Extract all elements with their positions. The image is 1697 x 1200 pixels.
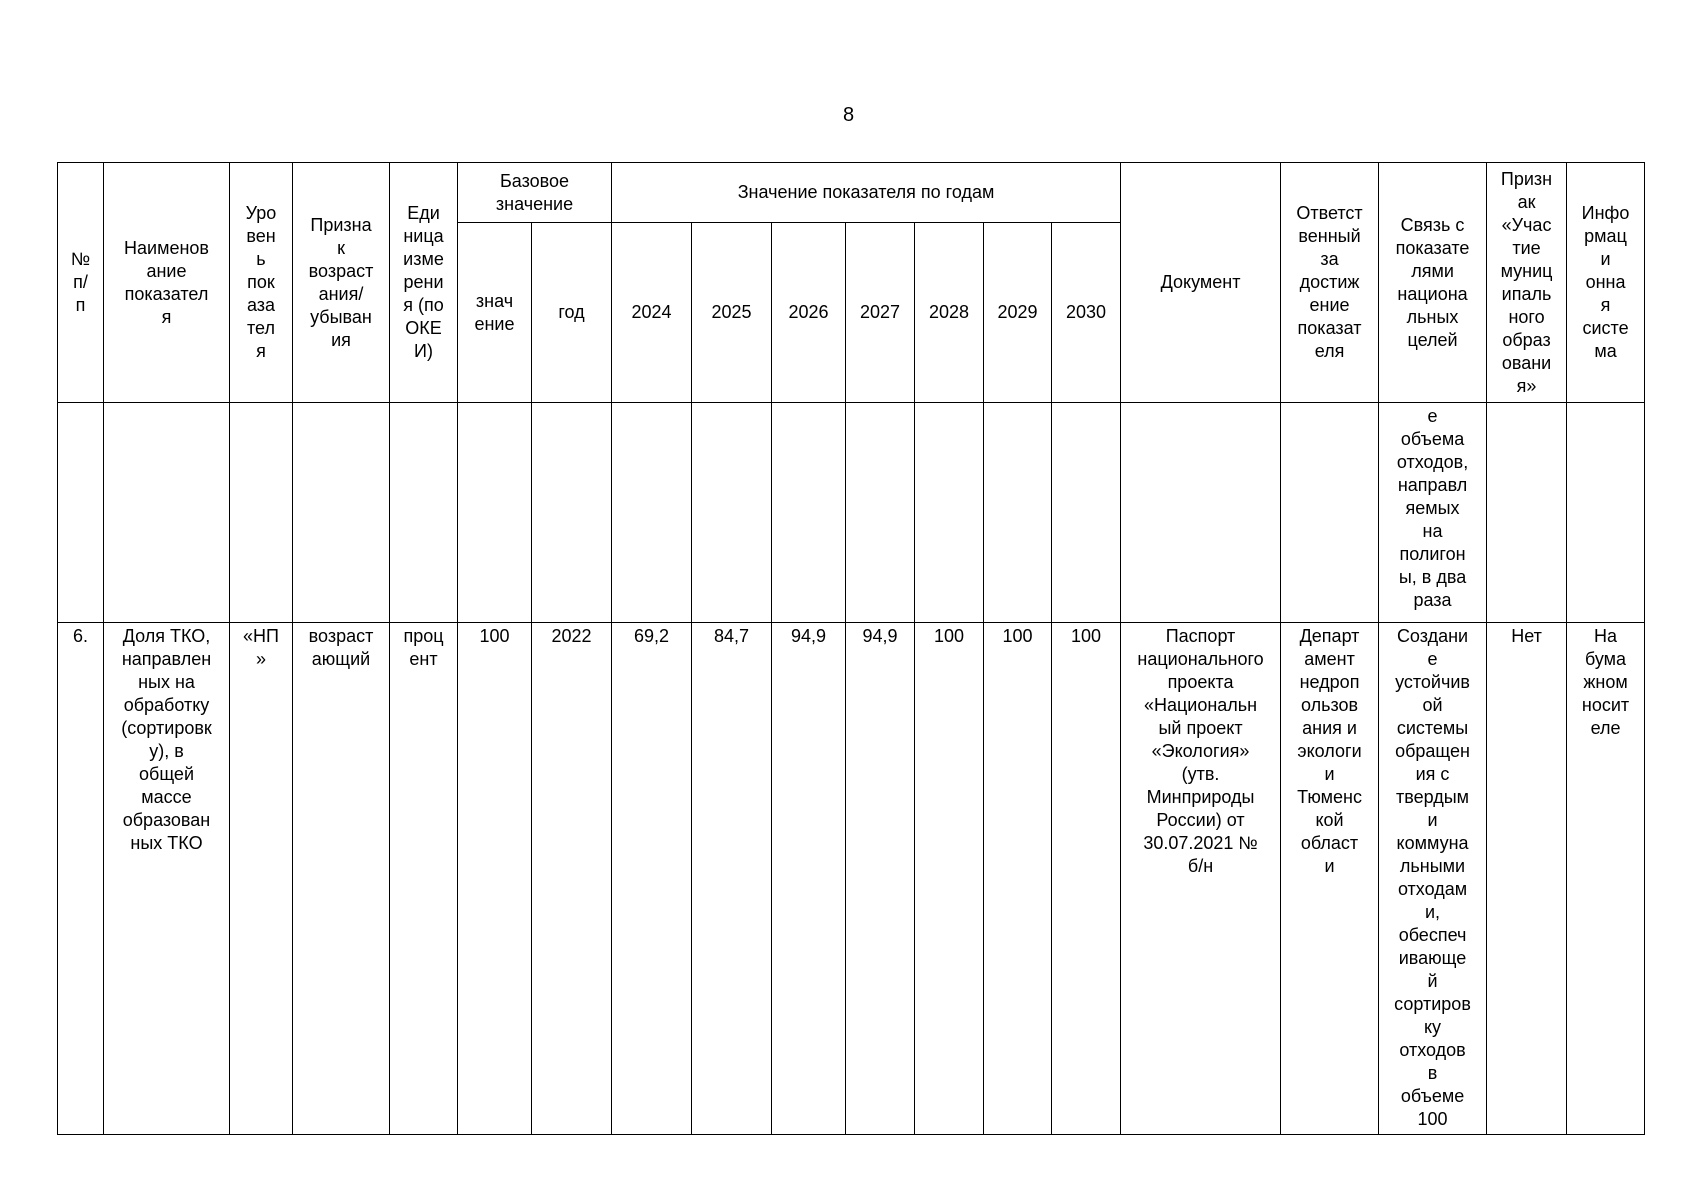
cell-value-2028: 100 [915,623,984,1135]
header-year-2024: 2024 [612,223,692,403]
cell-name [104,403,230,623]
cell-value-2027 [846,403,915,623]
header-unit: Еди ница изме рени я (по ОКЕ И) [390,163,458,403]
cell-base-value: 100 [458,623,532,1135]
header-base-year: год [532,223,612,403]
cell-information-system [1567,403,1645,623]
cell-document: Паспорт национального проекта «Национальн ый проект «Экология» (утв. Минприроды России) от 30.07.2021 № б/н [1121,623,1281,1135]
header-information-system: Инфо рмац и онна я систе ма [1567,163,1645,403]
cell-value-2027: 94,9 [846,623,915,1135]
cell-responsible: Департ амент недроп ользов ания и экологи и Тюменс кой област и [1281,623,1379,1135]
cell-responsible [1281,403,1379,623]
cell-value-2025 [692,403,772,623]
cell-municipal-participation: Нет [1487,623,1567,1135]
cell-level [230,403,293,623]
cell-value-2024 [612,403,692,623]
cell-value-2030: 100 [1052,623,1121,1135]
header-year-2030: 2030 [1052,223,1121,403]
cell-base-value [458,403,532,623]
header-base-group: Базовое значение [458,163,612,223]
cell-value-2025: 84,7 [692,623,772,1135]
header-row-1 [58,163,1645,223]
page-number: 8 [842,104,855,126]
table-row [58,403,1645,623]
cell-value-2030 [1052,403,1121,623]
cell-level: «НП » [230,623,293,1135]
cell-unit: проц ент [390,623,458,1135]
header-year-2027: 2027 [846,223,915,403]
cell-base-year [532,403,612,623]
cell-information-system: На бума жном носит еле [1567,623,1645,1135]
table-row [58,623,1645,1135]
cell-municipal-participation [1487,403,1567,623]
header-name: Наименов ание показател я [104,163,230,403]
cell-value-2029 [984,403,1052,623]
header-year-2028: 2028 [915,223,984,403]
cell-trend: возраст ающий [293,623,390,1135]
header-year-2029: 2029 [984,223,1052,403]
header-national-goals-link: Связь с показате лями национа льных целей [1379,163,1487,403]
header-year-2025: 2025 [692,223,772,403]
cell-trend [293,403,390,623]
cell-unit [390,403,458,623]
header-level: Уро вен ь пок аза тел я [230,163,293,403]
header-responsible: Ответст венный за достиж ение показат еля [1281,163,1379,403]
header-year-2026: 2026 [772,223,846,403]
cell-national-goals-link: е объема отходов, направл яемых на полигон ы, в два раза [1379,403,1487,623]
cell-base-year: 2022 [532,623,612,1135]
header-municipal-participation: Призн ак «Учас тие муниц ипаль ного образ овани я» [1487,163,1567,403]
header-years-group: Значение показателя по годам [612,163,1121,223]
indicators-table [57,162,1645,1135]
header-num: № п/ п [58,163,104,403]
cell-value-2024: 69,2 [612,623,692,1135]
header-document: Документ [1121,163,1281,403]
header-base-value: знач ение [458,223,532,403]
cell-value-2028 [915,403,984,623]
cell-value-2029: 100 [984,623,1052,1135]
header-trend: Призна к возраст ания/ убыван ия [293,163,390,403]
cell-national-goals-link: Создани е устойчив ой системы обращен ия с твердым и коммуна льными отходам и, обеспеч ивающе й сортиров ку отходов в объеме 100 [1379,623,1487,1135]
cell-document [1121,403,1281,623]
cell-num [58,403,104,623]
cell-num: 6. [58,623,104,1135]
cell-name: Доля ТКО, направлен ных на обработку (сортировк у), в общей массе образован ных ТКО [104,623,230,1135]
cell-value-2026 [772,403,846,623]
cell-value-2026: 94,9 [772,623,846,1135]
